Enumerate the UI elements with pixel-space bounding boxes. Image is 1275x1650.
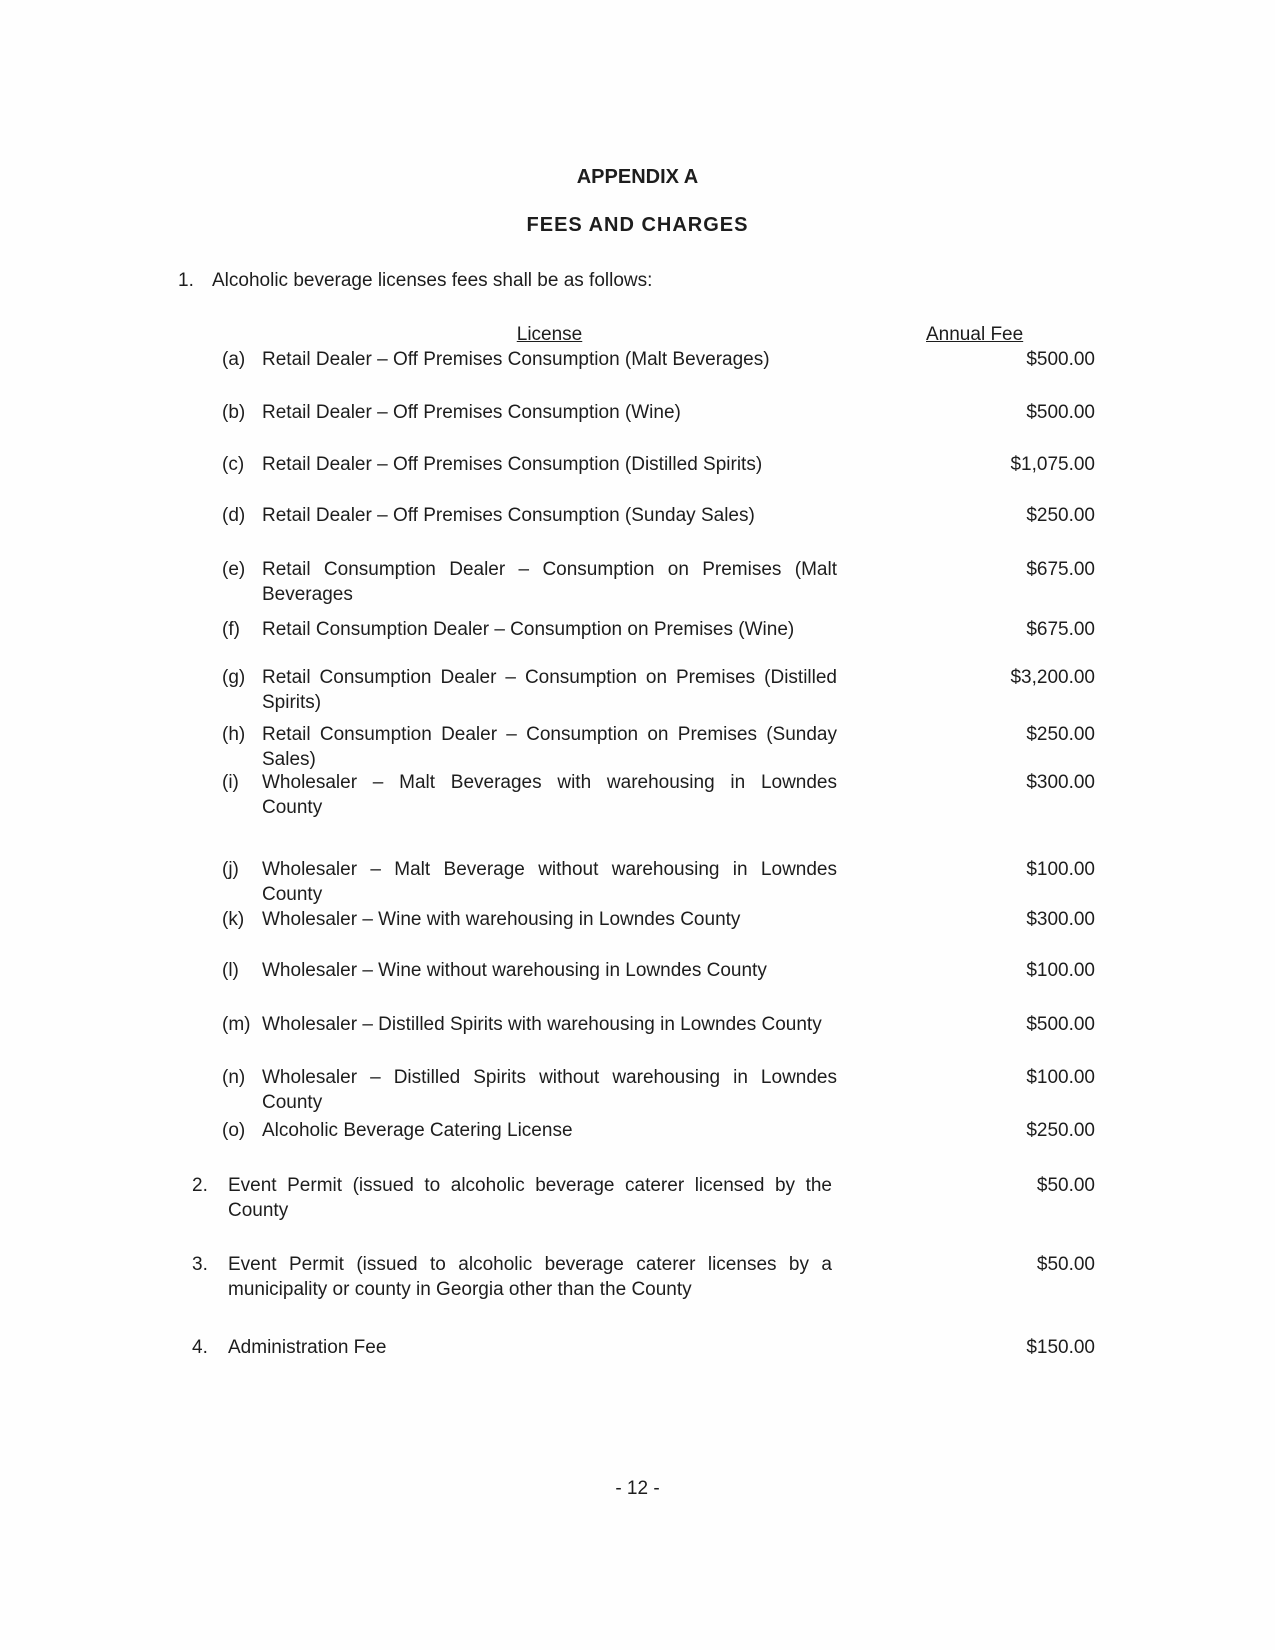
row-text-line: Sales): [262, 749, 316, 770]
row-marker: (i): [222, 772, 239, 793]
row-text-line: Retail Dealer – Off Premises Consumption (Distilled Spirits): [262, 454, 763, 475]
row-fee: $250.00: [1026, 1120, 1095, 1141]
list-item-1: [178, 268, 652, 293]
item-number: 1.: [178, 270, 194, 291]
row-text-line: Wholesaler – Malt Beverages with warehousing in Lowndes: [262, 772, 837, 793]
row-fee: $1,075.00: [1010, 454, 1095, 475]
row-text-line: County: [262, 884, 323, 905]
row-marker: (d): [222, 505, 246, 526]
row-marker: (e): [222, 559, 246, 580]
row-text-line: County: [262, 797, 323, 818]
annual-fee-column-header: Annual Fee: [926, 324, 1024, 345]
item-text-line: municipality or county in Georgia other than the County: [228, 1279, 692, 1300]
row-marker: (f): [222, 619, 240, 640]
row-text-line: Retail Dealer – Off Premises Consumption (Wine): [262, 402, 681, 423]
row-fee: $675.00: [1026, 559, 1095, 580]
item-fee: $150.00: [1026, 1337, 1095, 1358]
fee-row-b: [222, 400, 1095, 425]
item-fee: $50.00: [1036, 1254, 1095, 1275]
row-fee: $100.00: [1026, 1067, 1095, 1088]
fee-row-j: [222, 857, 1095, 907]
list-item-2: [192, 1173, 1095, 1223]
row-fee: $250.00: [1026, 505, 1095, 526]
row-text-line: Wholesaler – Wine with warehousing in Lowndes County: [262, 909, 741, 930]
fee-row-l: [222, 958, 1095, 983]
fee-row-g: [222, 665, 1095, 715]
item-text: Alcoholic beverage licenses fees shall be as follows:: [212, 270, 653, 291]
row-fee: $100.00: [1026, 859, 1095, 880]
row-text-line: Alcoholic Beverage Catering License: [262, 1120, 573, 1141]
row-marker: (a): [222, 349, 246, 370]
row-marker: (h): [222, 724, 246, 745]
fee-row-o: [222, 1118, 1095, 1143]
row-text-line: Beverages: [262, 584, 353, 605]
item-number: 2.: [192, 1175, 208, 1196]
fee-row-h: [222, 722, 1095, 772]
fee-row-e: [222, 557, 1095, 607]
row-text-line: Retail Consumption Dealer – Consumption on Premises (Sunday: [262, 724, 837, 745]
row-text-line: Retail Consumption Dealer – Consumption on Premises (Wine): [262, 619, 795, 640]
list-item-4: [192, 1335, 1095, 1360]
document-subtitle: FEES AND CHARGES: [526, 214, 749, 236]
row-text-line: Retail Consumption Dealer – Consumption on Premises (Malt: [262, 559, 837, 580]
row-text-line: Retail Consumption Dealer – Consumption on Premises (Distilled: [262, 667, 837, 688]
row-marker: (m): [222, 1014, 251, 1035]
row-marker: (o): [222, 1120, 246, 1141]
fee-row-m: [222, 1012, 1095, 1037]
item-number: 4.: [192, 1337, 208, 1358]
fee-row-k: [222, 907, 1095, 932]
item-fee: $50.00: [1036, 1175, 1095, 1196]
row-marker: (j): [222, 859, 239, 880]
row-marker: (b): [222, 402, 246, 423]
row-marker: (c): [222, 454, 245, 475]
fee-row-c: [222, 452, 1095, 477]
item-text-line: Event Permit (issued to alcoholic beverage caterer licensed by the: [228, 1175, 832, 1196]
row-fee: $300.00: [1026, 772, 1095, 793]
license-column-header: License: [516, 324, 583, 345]
row-text-line: Wholesaler – Distilled Spirits without warehousing in Lowndes: [262, 1067, 837, 1088]
row-fee: $250.00: [1026, 724, 1095, 745]
row-fee: $300.00: [1026, 909, 1095, 930]
row-marker: (g): [222, 667, 246, 688]
row-text-line: Wholesaler – Wine without warehousing in Lowndes County: [262, 960, 767, 981]
list-item-3: [192, 1252, 1095, 1302]
row-marker: (l): [222, 960, 239, 981]
fee-row-f: [222, 617, 1095, 642]
row-text-line: Retail Dealer – Off Premises Consumption (Malt Beverages): [262, 349, 770, 370]
fee-row-n: [222, 1065, 1095, 1115]
fee-row-d: [222, 503, 1095, 528]
appendix-title: APPENDIX A: [576, 166, 699, 188]
row-fee: $675.00: [1026, 619, 1095, 640]
item-text-line: County: [228, 1200, 289, 1221]
row-text-line: Wholesaler – Distilled Spirits with warehousing in Lowndes County: [262, 1014, 822, 1035]
row-marker: (k): [222, 909, 245, 930]
row-fee: $100.00: [1026, 960, 1095, 981]
fee-row-a: [222, 347, 1095, 372]
fee-row-i: [222, 770, 1095, 820]
row-fee: $500.00: [1026, 1014, 1095, 1035]
item-number: 3.: [192, 1254, 208, 1275]
row-fee: $500.00: [1026, 349, 1095, 370]
page-number: - 12 -: [615, 1478, 660, 1499]
item-text-line: Event Permit (issued to alcoholic beverage caterer licenses by a: [228, 1254, 832, 1275]
row-fee: $3,200.00: [1010, 667, 1095, 688]
row-text-line: Spirits): [262, 692, 322, 713]
row-text-line: County: [262, 1092, 323, 1113]
row-marker: (n): [222, 1067, 246, 1088]
row-text-line: Wholesaler – Malt Beverage without warehousing in Lowndes: [262, 859, 837, 880]
row-text-line: Retail Dealer – Off Premises Consumption (Sunday Sales): [262, 505, 755, 526]
row-fee: $500.00: [1026, 402, 1095, 423]
item-text-line: Administration Fee: [228, 1337, 387, 1358]
